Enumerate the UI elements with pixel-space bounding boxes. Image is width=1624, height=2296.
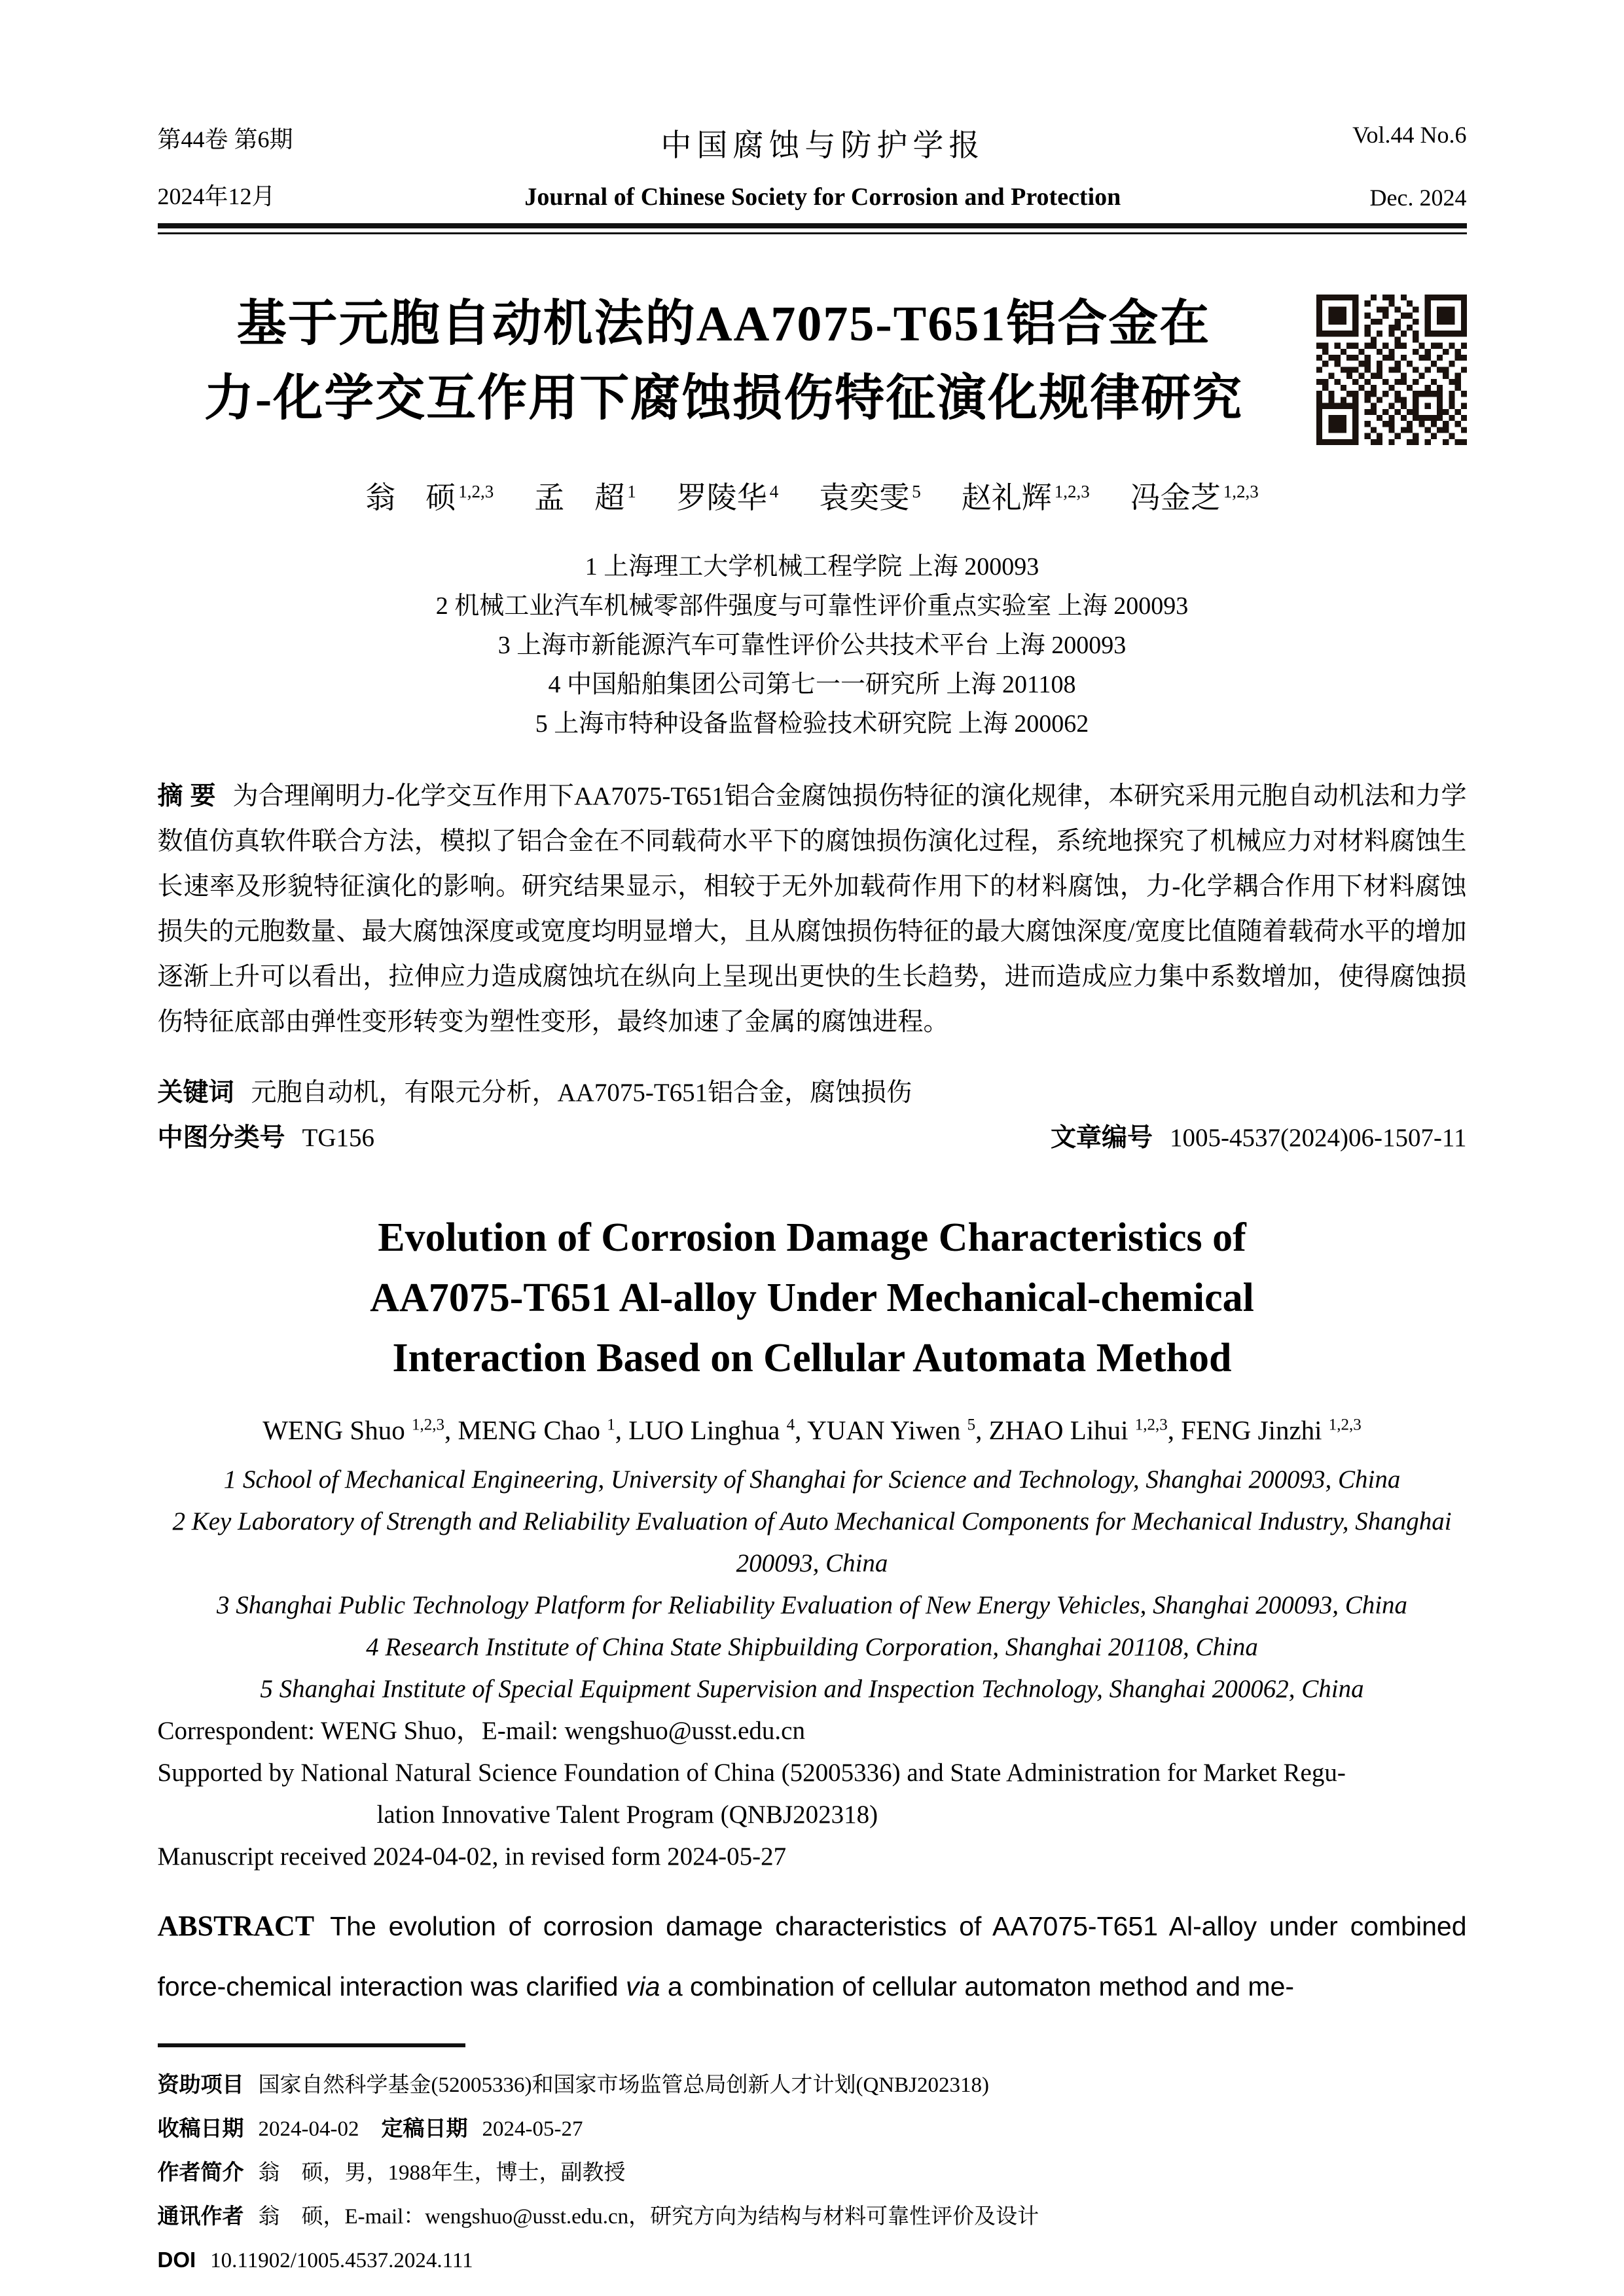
paper-title-en-line3: Interaction Based on Cellular Automata Method (392, 1336, 1232, 1380)
header-right (1352, 121, 1466, 211)
abstract-en-text-1: The evolution of corrosion damage characteristics of AA7075-T651 Al-alloy under combined force-chemical interaction was clarified (157, 1911, 1467, 2001)
author-en: MENG Chao $^1$, (458, 1415, 629, 1445)
dates-line (158, 2107, 1467, 2151)
author-sup: 4 (769, 481, 779, 501)
affiliation-cn: 1 上海理工大学机械工程学院 上海 200093 (585, 553, 1039, 581)
affiliation-en: 3 Shanghai Public Technology Platform for Reliability Evaluation of New Energy Vehicles, Shanghai 200093, China (216, 1591, 1408, 1619)
supported-line-1: Supported by National Natural Science Foundation of China (52005336) and State Administration for Market Regu- (157, 1759, 1346, 1787)
author-sup: 1,2,3 (458, 481, 494, 501)
footnote-separator (158, 2043, 465, 2047)
corresponding-author-label: 通讯作者 (157, 2204, 244, 2228)
author-en: LUO Linghua $^4$, (628, 1415, 808, 1445)
doi-label: DOI (157, 2248, 196, 2272)
author-en: WENG Shuo $^{1,2,3}$, (262, 1415, 458, 1445)
keywords-text: 元胞自动机，有限元分析，AA7075-T651铝合金，腐蚀损伤 (251, 1079, 912, 1107)
abstract-en-text-2: a combination of cellular automaton method and me- (660, 1971, 1295, 2001)
author-sup: 5 (912, 481, 921, 501)
doi-line (158, 2238, 1467, 2282)
header-double-rule (158, 223, 1467, 234)
article-number-value: 1005-4537(2024)06-1507-11 (1170, 1124, 1467, 1152)
received-value: 2024-04-02 (258, 2117, 359, 2141)
keywords-label: 关键词 (157, 1079, 234, 1107)
abstract-en (158, 1896, 1467, 2017)
paper-title-en-line1: Evolution of Corrosion Damage Characteristics of (378, 1215, 1246, 1260)
author-sup: 1 (627, 481, 636, 501)
author-en: ZHAO Lihui $^{1,2,3}$, (988, 1415, 1182, 1445)
abstract-cn-label: 摘 要 (157, 782, 216, 810)
author-sup: 1,2,3 (1054, 481, 1090, 501)
title-zone (158, 287, 1467, 436)
author-cn: 翁 硕 $^{1,2,3}$ (365, 481, 494, 514)
date-en: Dec. 2024 (1369, 185, 1467, 211)
bio-line (158, 2151, 1467, 2195)
received-label: 收稿日期 (157, 2116, 244, 2140)
doi-value: 10.11902/1005.4537.2024.111 (210, 2249, 473, 2272)
author-cn: 罗陵华 $^4$ (676, 481, 779, 514)
qr-code-icon (1316, 295, 1467, 445)
bio-label: 作者简介 (157, 2160, 244, 2184)
supported-line-2: lation Innovative Talent Program (QNBJ202318) (376, 1801, 878, 1829)
author-en: YUAN Yiwen $^5$, (807, 1415, 989, 1445)
volume-issue-en: Vol.44 No.6 (1352, 122, 1467, 148)
journal-title-cn: 中国腐蚀与防护学报 (660, 129, 985, 163)
keywords-row (158, 1070, 1467, 1115)
authors-cn (158, 474, 1467, 517)
journal-title-en: Journal of Chinese Society for Corrosion and Protection (524, 183, 1121, 211)
footnote-block (158, 2043, 1467, 2282)
classification-row (158, 1115, 1467, 1160)
affiliations-en (158, 1459, 1467, 1710)
classification (158, 1115, 375, 1160)
correspondent-line: Correspondent: WENG Shuo，E-mail: wengshuo@usst.edu.cn (157, 1717, 805, 1745)
author-sup: 1,2,3 (1223, 481, 1259, 501)
affiliation-cn: 5 上海市特种设备监督检验技术研究院 上海 200062 (535, 710, 1089, 738)
fund-line (158, 2063, 1467, 2107)
article-number-label: 文章编号 (1050, 1124, 1153, 1152)
bio-text: 翁 硕，男，1988年生，博士，副教授 (258, 2161, 626, 2185)
paper-title-en (158, 1208, 1467, 1388)
revised-label: 定稿日期 (381, 2116, 468, 2140)
affiliations-cn (158, 547, 1467, 744)
revised-value: 2024-05-27 (482, 2117, 583, 2141)
affiliation-cn: 4 中国船舶集团公司第七一一研究所 上海 201108 (548, 671, 1076, 698)
author-cn: 赵礼辉 $^{1,2,3}$ (961, 481, 1090, 514)
abstract-en-via: via (626, 1971, 660, 2001)
manuscript-line: Manuscript received 2024-04-02, in revised form 2024-05-27 (157, 1842, 787, 1871)
corresponding-author-text: 翁 硕，E-mail：wengshuo@usst.edu.cn，研究方向为结构与材料可靠性评价及设计 (258, 2205, 1039, 2229)
affiliation-en: 2 Key Laboratory of Strength and Reliability Evaluation of Auto Mechanical Components for Mechanical Industry, Shanghai 200093, China (172, 1507, 1452, 1577)
classification-value: TG156 (302, 1124, 375, 1152)
abstract-en-label: ABSTRACT (157, 1910, 315, 1942)
article-number (1051, 1115, 1467, 1160)
paper-title-cn (158, 287, 1290, 436)
affiliation-cn: 3 上海市新能源汽车可靠性评价公共技术平台 上海 200093 (497, 632, 1127, 659)
authors-en (158, 1414, 1467, 1446)
author-cn: 袁奕雯 $^5$ (819, 481, 921, 514)
affiliation-cn: 2 机械工业汽车机械零部件强度与可靠性评价重点实验室 上海 200093 (435, 592, 1189, 620)
corresponding-author-line (158, 2195, 1467, 2238)
author-en: FENG Jinzhi $^{1,2,3}$ (1181, 1415, 1362, 1445)
fund-label: 资助项目 (157, 2072, 244, 2096)
paper-title-cn-line1: 基于元胞自动机法的AA7075-T651铝合金在 (236, 296, 1211, 351)
author-cn: 冯金芝 $^{1,2,3}$ (1130, 481, 1259, 514)
meta-en (158, 1710, 1467, 1878)
paper-title-cn-line2: 力-化学交互作用下腐蚀损伤特征演化规律研究 (204, 371, 1244, 426)
abstract-cn-text: 为合理阐明力-化学交互作用下AA7075-T651铝合金腐蚀损伤特征的演化规律，本研究采用元胞自动机法和力学数值仿真软件联合方法，模拟了铝合金在不同载荷水平下的腐蚀损伤演化过程，系统地探究了机械应力对材料腐蚀生长速率及形貌特征演化的影响。研究结果显示，相较于无外加载荷作用下的材料腐蚀，力-化学耦合作用下材料腐蚀损失的元胞数量、最大腐蚀深度或宽度均明显增大，且从腐蚀损伤特征的最大腐蚀深度/宽度比值随着载荷水平的增加逐渐上升可以看出，拉伸应力造成腐蚀坑在纵向上呈现出更快的生长趋势，进而造成应力集中系数增加，使得腐蚀损伤特征底部由弹性变形转变为塑性变形，最终加速了金属的腐蚀进程。 (157, 782, 1467, 1036)
fund-text: 国家自然科学基金(52005336)和国家市场监管总局创新人才计划(QNBJ202318) (258, 2073, 989, 2097)
affiliation-en: 4 Research Institute of China State Shipbuilding Corporation, Shanghai 201108, China (366, 1633, 1258, 1661)
paper-title-en-line2: AA7075-T651 Al-alloy Under Mechanical-chemical (370, 1276, 1254, 1320)
journal-header (158, 121, 1467, 211)
volume-issue-cn: 第44卷 第6期 (157, 126, 293, 152)
header-center (293, 121, 1353, 211)
abstract-cn (158, 774, 1467, 1045)
header-left (158, 121, 293, 211)
affiliation-en: 5 Shanghai Institute of Special Equipment Supervision and Inspection Technology, Shanghai 200062, China (260, 1675, 1364, 1703)
date-cn: 2024年12月 (157, 183, 276, 209)
affiliation-en: 1 School of Mechanical Engineering, University of Shanghai for Science and Technology, Shanghai 200093, China (223, 1465, 1401, 1494)
author-cn: 孟 超 $^1$ (534, 481, 636, 514)
classification-label: 中图分类号 (157, 1124, 285, 1152)
